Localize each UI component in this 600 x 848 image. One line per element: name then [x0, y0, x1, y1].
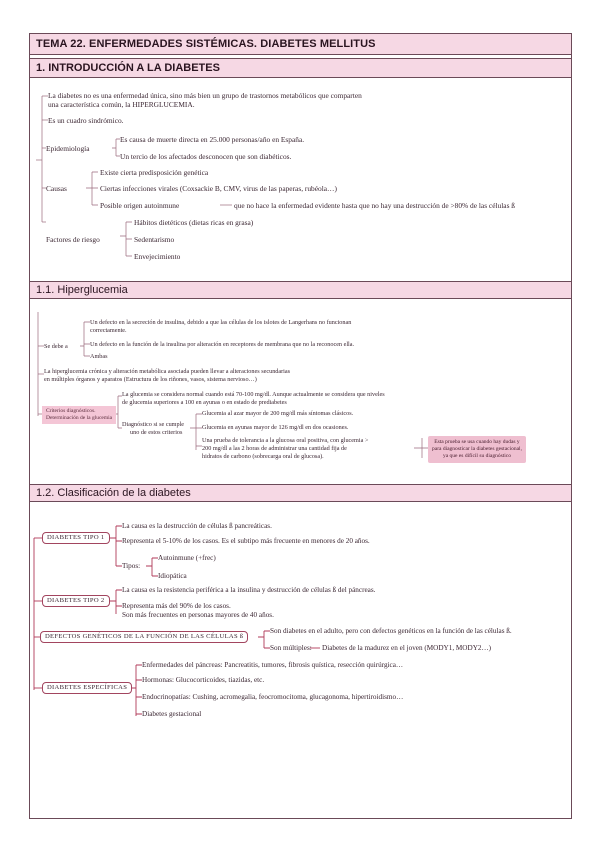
specific-item: Endocrinopatías: Cushing, acromegalia, feocromocitoma, glucagonoma, hipertiroidismo…: [142, 693, 404, 701]
mody-item: Diabetes de la madurez en el joven (MODY1, MODY2…): [322, 644, 492, 652]
section-heading-hyperglycemia: 1.1. Hiperglucemia: [29, 281, 572, 299]
normal-glycemia-line1: La glucemia se considera normal cuando está 70-100 mg/dl. Aunque actualmente se considera que niveles: [122, 391, 385, 398]
genetic-item: Son diabetes en el adulto, pero con defectos genéticos en la función de las células ß.: [270, 627, 512, 635]
type2-box: DIABETES TIPO 2: [42, 595, 110, 607]
cause-detail: correctamente.: [90, 327, 127, 334]
diagnostic-criterion: Una prueba de tolerancia a la glucosa oral positiva, con glucemia >: [202, 437, 369, 444]
type1-item: Representa el 5-10% de los casos. Es el subtipo más frecuente en menores de 20 años.: [122, 537, 370, 545]
intro-definition-line2: una característica común, la HIPERGLUCEMIA.: [48, 100, 195, 109]
specific-item: Hormonas: Glucocorticoides, tiazidas, etc.: [142, 676, 265, 684]
cause-label: Se debe a: [44, 343, 68, 350]
risk-factor-item: Envejecimiento: [134, 252, 181, 261]
specific-item: Diabetes gestacional: [142, 710, 202, 718]
specific-diabetes-box: DIABETES ESPECÍFICAS: [42, 682, 132, 694]
diagnostic-criterion: Glucemia en ayunas mayor de 126 mg/dl en dos ocasiones.: [202, 424, 349, 431]
genetic-defects-box: DEFECTOS GENÉTICOS DE LA FUNCIÓN DE LAS CÉLULAS ß: [40, 631, 248, 643]
genetic-item: Son múltiples:: [270, 644, 312, 652]
diagnostic-criterion: Glucemia al azar mayor de 200 mg/dl más síntomas clásicos.: [202, 410, 354, 417]
ogtt-note: Esta prueba se usa cuando hay dudas y para diagnosticar la diabetes gestacional, ya que es difícil su diagnóstico: [428, 436, 526, 463]
type2-item: Representa más del 90% de los casos.: [122, 602, 231, 610]
intro-definition-line1: La diabetes no es una enfermedad única, sino más bien un grupo de trastornos metabólicos que comparten: [48, 91, 362, 100]
diagnosis-label-line2: uno de estos criterios: [130, 429, 183, 436]
autoimmune-note: que no hace la enfermedad evidente hasta que no hay una destrucción de >80% de las células ß: [234, 201, 515, 210]
cause-detail: Ambas: [90, 353, 108, 360]
cause-item: Existe cierta predisposición genética: [100, 168, 209, 177]
page-title: TEMA 22. ENFERMEDADES SISTÉMICAS. DIABETES MELLITUS: [29, 33, 572, 55]
consequence-line2: en múltiples órganos y aparatos (Estructura de los riñones, vasos, sistema nervioso…): [44, 376, 257, 383]
cause-item: Posible origen autoinmune: [100, 201, 180, 210]
risk-factors-label: Factores de riesgo: [46, 235, 100, 244]
epidemiology-item: Es causa de muerte directa en 25.000 personas/año en España.: [120, 135, 305, 144]
type2-item: Son más frecuentes en personas mayores de 40 años.: [122, 611, 274, 619]
risk-factor-item: Sedentarismo: [134, 235, 175, 244]
type1-box: DIABETES TIPO 1: [42, 532, 110, 544]
type2-item: La causa es la resistencia periférica a la insulina y destrucción de células ß del páncreas.: [122, 586, 376, 594]
consequence-line1: La hiperglucemia crónica y alteración metabólica asociada pueden llevar a alteraciones secundarias: [44, 368, 291, 375]
normal-glycemia-line2: de glucemia superiores a 100 en ayunas o en estado de prediabetes: [122, 399, 287, 406]
causes-label: Causas: [46, 184, 67, 193]
type1-subtype: Autoinmune (+frec): [158, 554, 216, 562]
diagnostic-criterion: hidratos de carbono (sobrecarga oral de glucosa).: [202, 453, 324, 460]
epidemiology-label: Epidemiología: [46, 144, 90, 153]
epidemiology-item: Un tercio de los afectados desconocen que son diabéticos.: [120, 152, 292, 161]
specific-item: Enfermedades del páncreas: Pancreatitis, tumores, fibrosis quística, resección quirúrgica…: [142, 661, 404, 669]
cause-detail: Un defecto en la función de la insulina por alteración en receptores de membrana que no la reconocen ella.: [90, 341, 355, 348]
intro-syndromic: Es un cuadro sindrómico.: [48, 116, 124, 125]
diagnostic-criterion: 200 mg/dl a las 2 horas de administrar una cantidad fija de: [202, 445, 347, 452]
section-heading-introduction: 1. INTRODUCCIÓN A LA DIABETES: [29, 58, 572, 78]
diagnosis-label-line1: Diagnóstico si se cumple: [122, 421, 185, 428]
risk-factor-item: Hábitos dietéticos (dietas ricas en grasa): [134, 218, 254, 227]
type1-item: La causa es la destrucción de células ß pancreáticas.: [122, 522, 272, 530]
cause-detail: Un defecto en la secreción de insulina, debido a que las células de los islotes de Langerhans no funcionan: [90, 319, 352, 326]
types-label: Tipos:: [122, 562, 141, 570]
type1-subtype: Idiopática: [158, 572, 187, 580]
diagnostic-criteria-label: Criterios diagnósticos. Determinación de la glucemia: [42, 406, 116, 424]
cause-item: Ciertas infecciones virales (Coxsackie B, CMV, virus de las paperas, rubéola…): [100, 184, 337, 193]
section-heading-classification: 1.2. Clasificación de la diabetes: [29, 484, 572, 502]
